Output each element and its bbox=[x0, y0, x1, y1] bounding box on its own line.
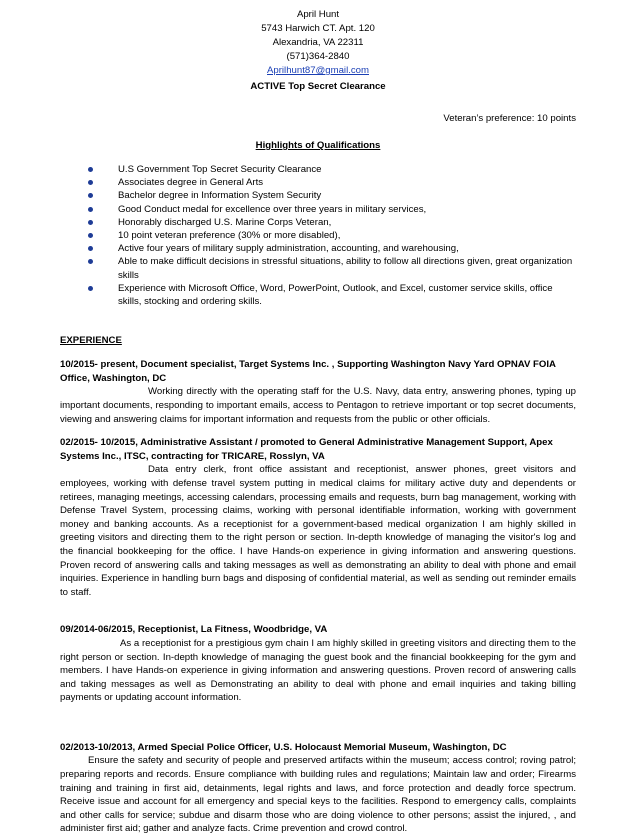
bullet-icon bbox=[88, 246, 93, 251]
qualifications-list bbox=[60, 163, 576, 308]
list-item: Associates degree in General Arts bbox=[88, 176, 576, 189]
bullet-icon bbox=[88, 207, 93, 212]
bullet-icon bbox=[88, 233, 93, 238]
contact-header bbox=[60, 8, 576, 78]
bullet-icon bbox=[88, 167, 93, 172]
list-item: Experience with Microsoft Office, Word, PowerPoint, Outlook, and Excel, customer service skills, office skills, stocking and ordering skills. bbox=[88, 282, 576, 308]
resume-page bbox=[60, 8, 576, 836]
qualifications-heading: Highlights of Qualifications bbox=[255, 140, 381, 151]
address-line-1: 5743 Harwich CT. Apt. 120 bbox=[261, 23, 375, 34]
veteran-preference: Veteran’s preference: 10 points bbox=[443, 113, 576, 124]
job-description: Data entry clerk, front office assistant and receptionist, answer phones, greet visitors and employees, working with defense travel system putting in medical claims for military active duty and dependents or retirees, managing meetings, accessing calendars, processing emails and requests, burn bag management, working with Defense Travel System, processing claims, working with personal identifiable information, working with government money and banking accounts. As a receptionist for a government-based medical organization I am highly skilled in greeting visitors and directing them to the right person or section. In-depth knowledge of managing the visitor's log and the financial bookkeeping for the office. I have Hands-on experience in giving information and answering questions. Proven record of answering calls and taking messages as well as demonstrating an ability to deal with phone and email inquiries. Experience in handling burn bags and disposing of confidential material, as well as sending out reminder emails to staff. bbox=[60, 464, 576, 598]
bullet-icon bbox=[88, 193, 93, 198]
clearance-line: ACTIVE Top Secret Clearance bbox=[250, 81, 386, 92]
bullet-icon bbox=[88, 259, 93, 264]
job-entry bbox=[60, 623, 576, 705]
list-item: 10 point veteran preference (30% or more disabled), bbox=[88, 229, 576, 242]
job-entry bbox=[60, 436, 576, 599]
list-item: Good Conduct medal for excellence over three years in military services, bbox=[88, 203, 576, 216]
job-description: Working directly with the operating staff for the U.S. Navy, data entry, answering phones, typing up important documents, responding to important emails, access to Pentagon to retrieve important or top secret documents, viewing and answering claims for important information and requests from the public or other officials. bbox=[60, 386, 576, 425]
job-entry bbox=[60, 741, 576, 836]
list-item: Honorably discharged U.S. Marine Corps Veteran, bbox=[88, 216, 576, 229]
job-entry bbox=[60, 358, 576, 426]
job-title: 09/2014-06/2015, Receptionist, La Fitness, Woodbridge, VA bbox=[60, 624, 328, 636]
list-item: Able to make difficult decisions in stressful situations, ability to follow all directions given, great organization skills bbox=[88, 255, 576, 281]
email-link[interactable]: Aprilhunt87@gmail.com bbox=[267, 65, 369, 76]
address-line-2: Alexandria, VA 22311 bbox=[272, 37, 364, 48]
list-item: U.S Government Top Secret Security Clearance bbox=[88, 163, 576, 176]
bullet-icon bbox=[88, 220, 93, 225]
job-title: 10/2015- present, Document specialist, Target Systems Inc. , Supporting Washington Navy Yard OPNAV FOIA Office, Washington, DC bbox=[60, 359, 556, 384]
phone-number: (571)364-2840 bbox=[286, 51, 350, 62]
job-description: As a receptionist for a prestigious gym chain I am highly skilled in greeting visitors and directing them to the right person or section. In-depth knowledge of managing the guest book and the financial bookkeeping for the gym and members. I have Hands-on experience in giving information and answering questions. Proven record of answering calls and taking messages as well as Demonstrating an ability to deal with phone and email inquiries and taking billing payments or updating account information. bbox=[60, 637, 576, 704]
list-item: Bachelor degree in Information System Security bbox=[88, 189, 576, 202]
job-title: 02/2015- 10/2015, Administrative Assistant / promoted to General Administrative Management Support, Apex Systems Inc., ITSC, contracting for TRICARE, Rosslyn, VA bbox=[60, 437, 553, 462]
bullet-icon bbox=[88, 286, 93, 291]
experience-heading: EXPERIENCE bbox=[60, 335, 122, 347]
list-item: Active four years of military supply administration, accounting, and warehousing, bbox=[88, 242, 576, 255]
applicant-name: April Hunt bbox=[296, 9, 340, 20]
job-description: Ensure the safety and security of people and preserved artifacts within the museum; access control; roving patrol; preparing reports and records. Ensure compliance with building rules and regulations; Maintain law and order; Firearms training and training in first aid, detainments, legal rights and laws, and force protection and deadly force spectrum. Receive issue and account for all emergency and special keys to the facilities. Respond to emergency calls, complaints and other calls for service; subdue and disarm those who are doing violence to other persons; assist the injured, , and administer first aid; gather and analyze facts. Crime prevention and crowd control. bbox=[60, 755, 576, 835]
job-title: 02/2013-10/2013, Armed Special Police Officer, U.S. Holocaust Memorial Museum, Washington, DC bbox=[60, 741, 507, 753]
bullet-icon bbox=[88, 180, 93, 185]
